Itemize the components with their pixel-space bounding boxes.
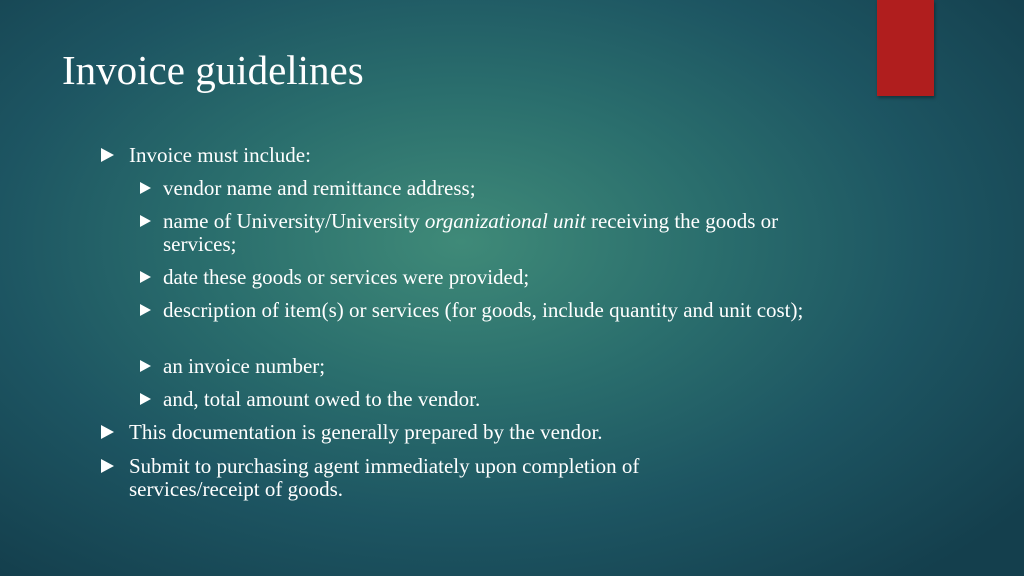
- bullet-invoice-must-include: [129, 144, 829, 167]
- bullet-text: Submit to purchasing agent immediately upon completion of services/receipt of goods.: [129, 454, 640, 501]
- sub-bullet-vendor-name: [163, 177, 843, 200]
- sub-bullet-university-name: [163, 210, 843, 256]
- bullet-documentation: [129, 421, 829, 444]
- sub-bullet-text: date these goods or services were provided;: [163, 265, 530, 289]
- sub-bullet-text: and, total amount owed to the vendor.: [163, 387, 481, 411]
- bullet-text: This documentation is generally prepared by the vendor.: [129, 420, 603, 444]
- bullet-arrow-icon: [101, 425, 114, 439]
- sub-bullet-text-post: receiving the goods or services;: [163, 209, 779, 256]
- sub-bullet-text: an invoice number;: [163, 354, 326, 378]
- bullet-arrow-icon: [101, 148, 114, 162]
- sub-bullet-invoice-number: [163, 355, 843, 378]
- sub-bullet-arrow-icon: [140, 360, 151, 372]
- sub-bullet-total-amount: [163, 388, 843, 411]
- sub-bullet-description: [163, 299, 843, 322]
- sub-bullet-arrow-icon: [140, 393, 151, 405]
- sub-bullet-arrow-icon: [140, 271, 151, 283]
- sub-bullet-arrow-icon: [140, 304, 151, 316]
- sub-bullet-arrow-icon: [140, 215, 151, 227]
- bullet-text: Invoice must include:: [129, 143, 311, 167]
- bullet-submit: [129, 455, 729, 501]
- sub-bullet-date-provided: [163, 266, 843, 289]
- sub-bullet-text: vendor name and remittance address;: [163, 176, 476, 200]
- sub-bullet-text-emphasis: organizational unit: [424, 209, 586, 233]
- sub-bullet-text: description of item(s) or services (for goods, include quantity and unit cost);: [163, 298, 804, 322]
- slide-title: Invoice guidelines: [62, 47, 364, 93]
- sub-bullet-arrow-icon: [140, 182, 151, 194]
- sub-bullet-text-pre: name of University/University: [163, 209, 425, 233]
- bullet-arrow-icon: [101, 459, 114, 473]
